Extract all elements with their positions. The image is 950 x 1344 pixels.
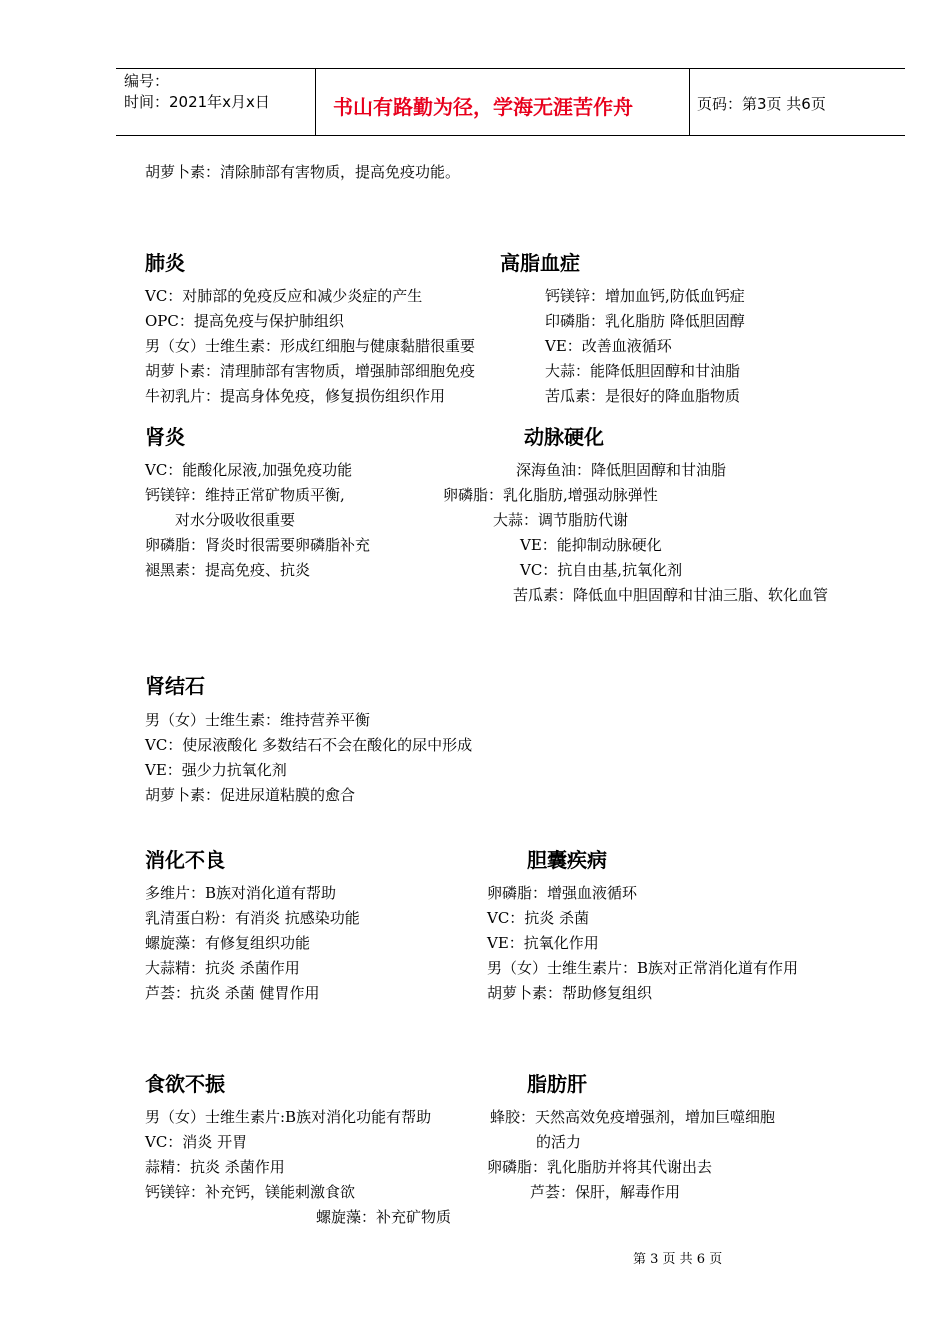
list-item: 男（女）士维生素：维持营养平衡 — [145, 711, 371, 729]
list-item: 男（女）士维生素：形成红细胞与健康黏腊很重要 — [145, 337, 476, 355]
list-item: 苦瓜素：是很好的降血脂物质 — [545, 387, 741, 405]
list-item: 的活力 — [536, 1133, 582, 1151]
header-top-rule — [116, 68, 905, 69]
list-item: 芦荟：抗炎 杀菌 健胃作用 — [145, 984, 320, 1002]
list-item: VE：强少力抗氧化剂 — [145, 761, 287, 779]
list-item: VE：能抑制动脉硬化 — [520, 536, 662, 554]
header-bottom-rule — [116, 135, 905, 136]
list-item: VC：抗炎 杀菌 — [487, 909, 590, 927]
header-motto: 书山有路勤为径，学海无涯苦作舟 — [333, 95, 633, 119]
list-item: 深海鱼油：降低胆固醇和甘油脂 — [516, 461, 727, 479]
list-item: 芦荟：保肝，解毒作用 — [530, 1183, 681, 1201]
list-item: 对水分吸收很重要 — [175, 511, 296, 529]
list-item: 大蒜精：抗炎 杀菌作用 — [145, 959, 300, 977]
section-title-anorexia: 食欲不振 — [145, 1072, 225, 1096]
list-item: VE：抗氧化作用 — [487, 934, 599, 952]
list-item: 钙镁锌：维持正常矿物质平衡, — [145, 486, 345, 504]
header-divider-right — [689, 68, 690, 136]
section-title-atherosclerosis: 动脉硬化 — [524, 425, 604, 449]
section-title-nephritis: 肾炎 — [145, 425, 185, 449]
list-item: 大蒜：能降低胆固醇和甘油脂 — [545, 362, 741, 380]
list-item: VC：消炎 开胃 — [145, 1133, 248, 1151]
section-title-indigestion: 消化不良 — [145, 848, 225, 872]
list-item: 苦瓜素：降低血中胆固醇和甘油三脂、软化血管 — [513, 586, 829, 604]
list-item: VC：能酸化尿液,加强免疫功能 — [145, 461, 353, 479]
list-item: VE：改善血液循环 — [545, 337, 672, 355]
list-item: 螺旋藻：有修复组织功能 — [145, 934, 311, 952]
page-footer: 第 3 页 共 6 页 — [633, 1252, 723, 1267]
list-item: 螺旋藻：补充矿物质 — [316, 1208, 452, 1226]
list-item: 大蒜：调节脂肪代谢 — [493, 511, 629, 529]
list-item: 褪黑素：提高免疫、抗炎 — [145, 561, 311, 579]
list-item: 卵磷脂：乳化脂肪,增强动脉弹性 — [443, 486, 658, 504]
list-item: 卵磷脂：乳化脂肪并将其代谢出去 — [487, 1158, 713, 1176]
list-item: VC：抗自由基,抗氧化剂 — [520, 561, 683, 579]
list-item: 乳清蛋白粉：有消炎 抗感染功能 — [145, 909, 360, 927]
header-number-label: 编号： — [124, 72, 170, 90]
header-divider-left — [315, 68, 316, 136]
list-item: 蜂胶：天然高效免疫增强剂，增加巨噬细胞 — [490, 1108, 776, 1126]
list-item: 印磷脂：乳化脂肪 降低胆固醇 — [545, 312, 745, 330]
intro-line: 胡萝卜素：清除肺部有害物质，提高免疫功能。 — [145, 163, 461, 181]
list-item: 蒜精：抗炎 杀菌作用 — [145, 1158, 285, 1176]
list-item: 牛初乳片：提高身体免疫，修复损伤组织作用 — [145, 387, 446, 405]
list-item: 胡萝卜素：帮助修复组织 — [487, 984, 653, 1002]
list-item: 胡萝卜素：促进尿道粘膜的愈合 — [145, 786, 356, 804]
list-item: 男（女）士维生素片：B族对正常消化道有作用 — [487, 959, 799, 977]
list-item: 卵磷脂：肾炎时很需要卵磷脂补充 — [145, 536, 371, 554]
section-title-fatty-liver: 脂肪肝 — [527, 1072, 587, 1096]
section-title-gallbladder: 胆囊疾病 — [527, 848, 607, 872]
list-item: VC：对肺部的免疫反应和减少炎症的产生 — [145, 287, 423, 305]
header-time-label: 时间：2021年x月x日 — [124, 93, 270, 111]
section-title-hyperlipidemia: 高脂血症 — [500, 251, 580, 275]
list-item: 卵磷脂：增强血液循环 — [487, 884, 638, 902]
list-item: 钙镁锌：增加血钙,防低血钙症 — [545, 287, 745, 305]
section-title-kidney-stone: 肾结石 — [145, 674, 205, 698]
list-item: 男（女）士维生素片:B族对消化功能有帮助 — [145, 1108, 432, 1126]
list-item: 多维片：B族对消化道有帮助 — [145, 884, 337, 902]
list-item: OPC：提高免疫与保护肺组织 — [145, 312, 344, 330]
list-item: VC：使尿液酸化 多数结石不会在酸化的尿中形成 — [145, 736, 473, 754]
section-title-pneumonia: 肺炎 — [145, 251, 185, 275]
list-item: 胡萝卜素：清理肺部有害物质，增强肺部细胞免疫 — [145, 362, 476, 380]
list-item: 钙镁锌：补充钙，镁能刺激食欲 — [145, 1183, 356, 1201]
header-page-label: 页码：第3页 共6页 — [697, 95, 826, 113]
